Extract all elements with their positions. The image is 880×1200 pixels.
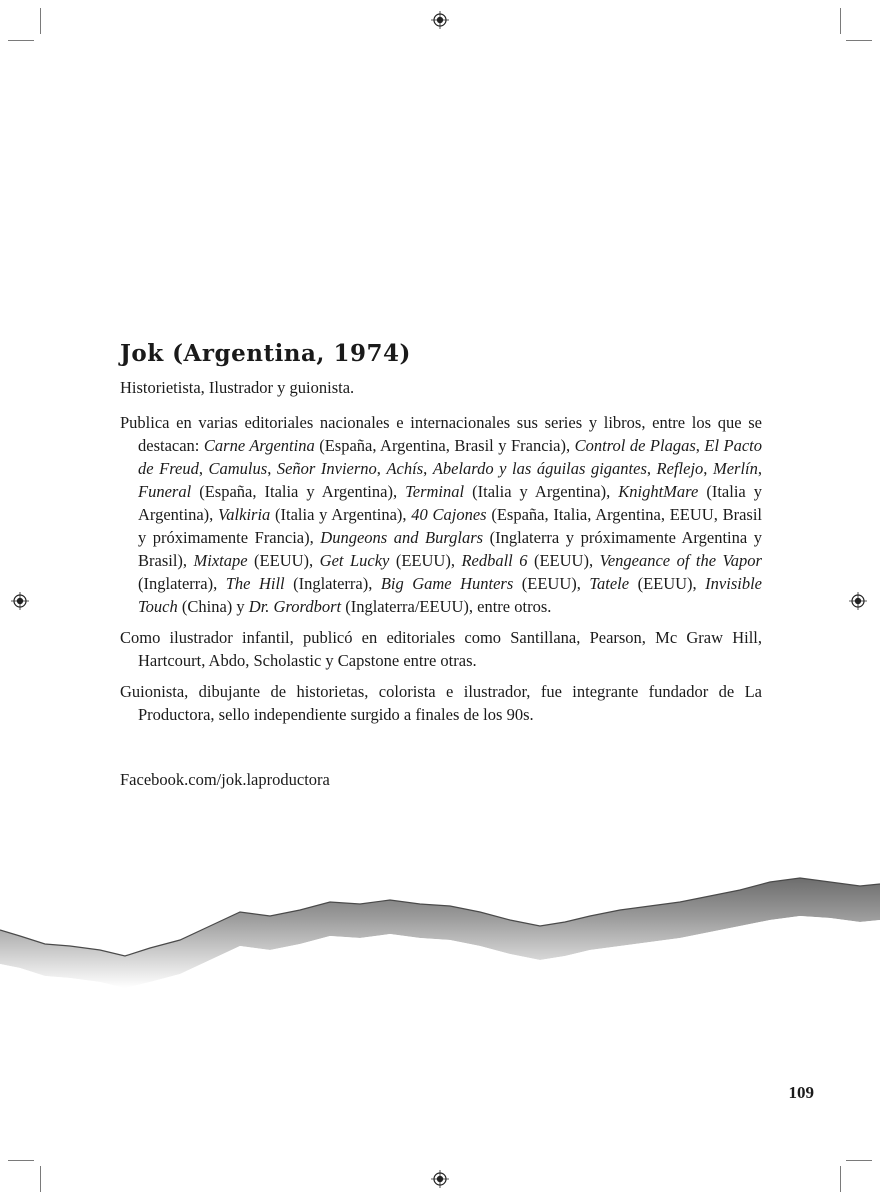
text-run: (Inglaterra), bbox=[284, 574, 381, 593]
title-italic: Dr. Grordbort bbox=[248, 597, 342, 616]
crop-mark-top-left-h bbox=[8, 40, 34, 41]
facebook-link-text: Facebook.com/jok.laproductora bbox=[120, 770, 330, 789]
title-italic: Camulus bbox=[208, 459, 268, 478]
title-italic: Carne Argentina bbox=[203, 436, 315, 455]
text-run: (Inglaterra y próximamente Argentina y Brasil), bbox=[138, 528, 762, 570]
text-run: (Italia y Argentina), bbox=[270, 505, 412, 524]
text-run: , bbox=[267, 459, 277, 478]
registration-mark-top-icon bbox=[431, 11, 449, 29]
crop-mark-bottom-right-h bbox=[846, 1160, 872, 1161]
title-italic: Tatele bbox=[589, 574, 630, 593]
crop-mark-bottom-left-h bbox=[8, 1160, 34, 1161]
crop-mark-top-right-v bbox=[840, 8, 841, 34]
registration-mark-bottom-icon bbox=[431, 1170, 449, 1188]
title-italic: Funeral bbox=[138, 482, 192, 501]
biography-section bbox=[120, 340, 763, 789]
text-run: , bbox=[646, 459, 657, 478]
text-run: (EEUU), bbox=[629, 574, 706, 593]
title-italic: Mixtape bbox=[193, 551, 248, 570]
title-italic: Big Game Hunters bbox=[380, 574, 514, 593]
crop-mark-top-right-h bbox=[846, 40, 872, 41]
text-run: (España, Italia, Argentina, EEUU, Brasil y próximamente Francia), bbox=[138, 505, 762, 547]
title-italic: Dungeons and Burglars bbox=[320, 528, 484, 547]
title-italic: Achís bbox=[386, 459, 424, 478]
text-run: (España, Argentina, Brasil y Francia), bbox=[314, 436, 575, 455]
text-run: , bbox=[757, 459, 762, 478]
title-italic: Redball 6 bbox=[461, 551, 528, 570]
title-italic: Merlín bbox=[712, 459, 758, 478]
title-italic: Vengeance of the Vapor bbox=[599, 551, 762, 570]
text-run: (EEUU), bbox=[513, 574, 590, 593]
text-run: (Italia y Argentina), bbox=[464, 482, 619, 501]
title-italic: Get Lucky bbox=[319, 551, 390, 570]
title-italic: El Pacto de Freud bbox=[138, 436, 763, 478]
title-italic: KnightMare bbox=[618, 482, 699, 501]
title-italic: Valkiria bbox=[218, 505, 271, 524]
title-italic: The Hill bbox=[225, 574, 285, 593]
text-run: , bbox=[376, 459, 387, 478]
page-number: 109 bbox=[788, 1083, 814, 1102]
bio-paragraph-publications bbox=[120, 411, 762, 618]
crop-mark-bottom-left-v bbox=[40, 1166, 41, 1192]
text-run: (España, Italia y Argentina), bbox=[191, 482, 406, 501]
crop-mark-top-left-v bbox=[40, 8, 41, 34]
crop-mark-bottom-right-v bbox=[840, 1166, 841, 1192]
text-run: Publica en varias editoriales nacionales e internacionales sus series y libros, entre los que se destacan: bbox=[120, 413, 762, 455]
torn-paper-decoration bbox=[0, 860, 880, 1000]
title-italic: Invisible Touch bbox=[138, 574, 762, 616]
bio-paragraph-illustrator bbox=[120, 626, 762, 672]
title-italic: 40 Cajones bbox=[411, 505, 487, 524]
bio-subtitle: Historietista, Ilustrador y guionista. bbox=[120, 378, 355, 397]
title-italic: Señor Invierno bbox=[276, 459, 377, 478]
text-run: Como ilustrador infantil, publicó en editoriales como Santillana, Pearson, Mc Graw Hill, Hartcourt, Abdo, Scholastic y Capstone entre otras. bbox=[120, 628, 762, 670]
text-run: , bbox=[703, 459, 713, 478]
text-run: (EEUU), bbox=[389, 551, 462, 570]
text-run: , bbox=[423, 459, 433, 478]
text-run: (Inglaterra/EEUU), entre otros. bbox=[341, 597, 552, 616]
text-run: (Italia y Argentina), bbox=[138, 482, 763, 524]
title-italic: Control de Plagas bbox=[574, 436, 696, 455]
bio-paragraph-screenwriter bbox=[120, 680, 762, 726]
bio-title: Jok (Argentina, 1974) bbox=[120, 340, 411, 367]
registration-mark-right-icon bbox=[849, 592, 867, 610]
text-run: , bbox=[198, 459, 209, 478]
title-italic: Abelardo y las águilas gigantes bbox=[432, 459, 647, 478]
text-run: (Inglaterra), bbox=[138, 574, 226, 593]
text-run: (EEUU), bbox=[527, 551, 600, 570]
registration-mark-left-icon bbox=[11, 592, 29, 610]
title-italic: Reflejo bbox=[656, 459, 704, 478]
text-run: , bbox=[695, 436, 705, 455]
text-run: (China) y bbox=[177, 597, 249, 616]
text-run: (EEUU), bbox=[247, 551, 320, 570]
text-run: Guionista, dibujante de historietas, colorista e ilustrador, fue integrante fundador de La Productora, sello independiente surgido a finales de los 90s. bbox=[120, 682, 762, 724]
title-italic: Terminal bbox=[405, 482, 465, 501]
